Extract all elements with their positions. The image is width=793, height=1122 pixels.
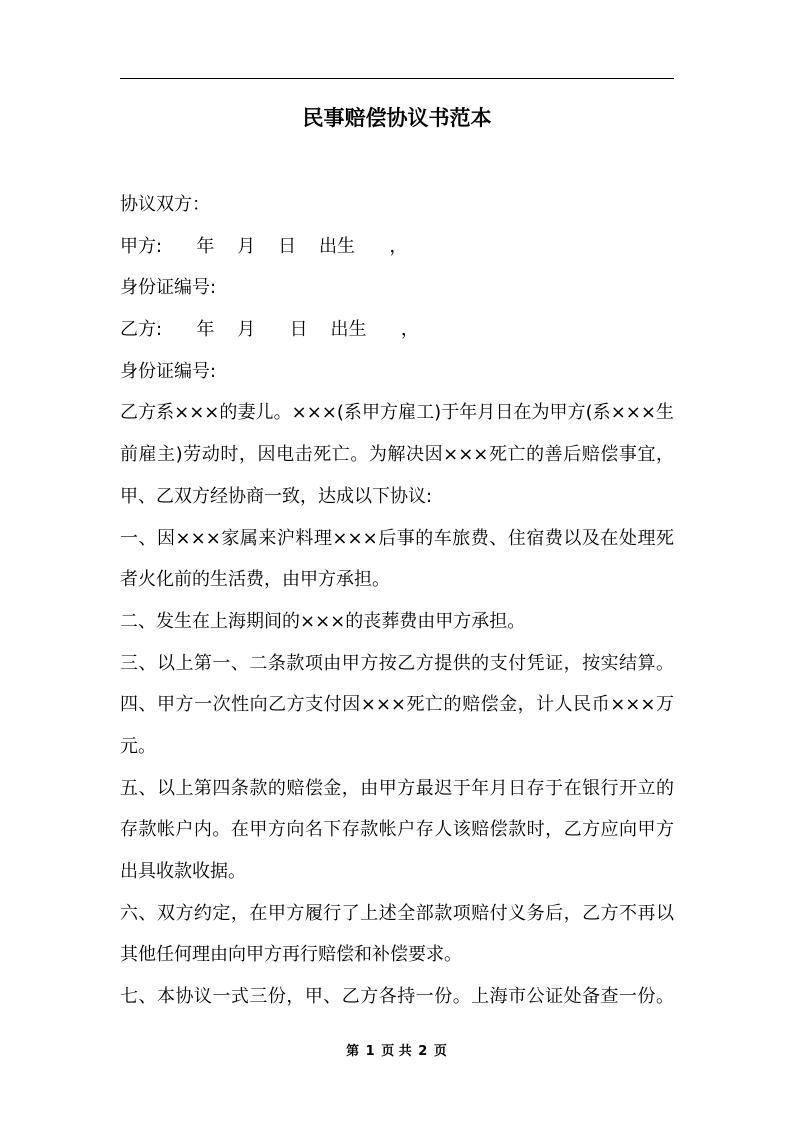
footer-prefix: 第: [346, 1044, 360, 1059]
document-title: 民事赔偿协议书范本: [302, 106, 492, 130]
body-line: 七、本协议一式三份，甲、乙方各持一份。上海市公证处备查一份。: [120, 986, 674, 1008]
body-line: 其他任何理由向甲方再行赔偿和补偿要求。: [120, 944, 462, 966]
body-line: 四、甲方一次性向乙方支付因×××死亡的赔偿金，计人民币×××万: [120, 694, 674, 716]
body-line: 身份证编号:: [120, 277, 217, 299]
body-line: 者火化前的生活费，由甲方承担。: [120, 569, 390, 591]
body-line: 二、发生在上海期间的×××的丧葬费由甲方承担。: [120, 610, 526, 632]
body-line: 五、以上第四条款的赔偿金，由甲方最迟于年月日存于在银行开立的: [120, 777, 674, 799]
footer-suffix: 页: [433, 1044, 447, 1059]
body-line: 元。: [120, 735, 156, 757]
body-line: 出具收款收据。: [120, 861, 246, 882]
body-line: 乙方系×××的妻儿。×××(系甲方雇工)于年月日在为甲方(系×××生: [120, 402, 674, 424]
footer-total-pages: 2: [418, 1044, 428, 1059]
footer-middle: 页 共: [381, 1044, 412, 1059]
body-line: 六、双方约定，在甲方履行了上述全部款项赔付义务后，乙方不再以: [120, 902, 674, 924]
body-line: 三、以上第一、二条款项由甲方按乙方提供的支付凭证，按实结算。: [120, 652, 674, 674]
footer-page-number: 1: [365, 1044, 375, 1059]
page-number-footer: [0, 1042, 793, 1062]
body-line: 甲、乙双方经协商一致，达成以下协议:: [120, 485, 433, 507]
header-rule: [120, 78, 674, 79]
body-line: 存款帐户内。在甲方向名下存款帐户存人该赔偿款时，乙方应向甲方: [120, 819, 674, 841]
body-line: 协议双方：: [120, 194, 210, 215]
body-line: 身份证编号:: [120, 360, 217, 382]
body-line: 前雇主)劳动时，因电击死亡。为解决因×××死亡的善后赔偿事宜，: [120, 444, 674, 466]
body-line: 乙方: 年 月 日 出生 ，: [120, 319, 419, 341]
body-line: 甲方: 年 月 日 出生 ，: [120, 235, 408, 257]
document-body: [120, 184, 674, 1018]
body-line: 一、因×××家属来沪料理×××后事的车旅费、住宿费以及在处理死: [120, 527, 674, 549]
